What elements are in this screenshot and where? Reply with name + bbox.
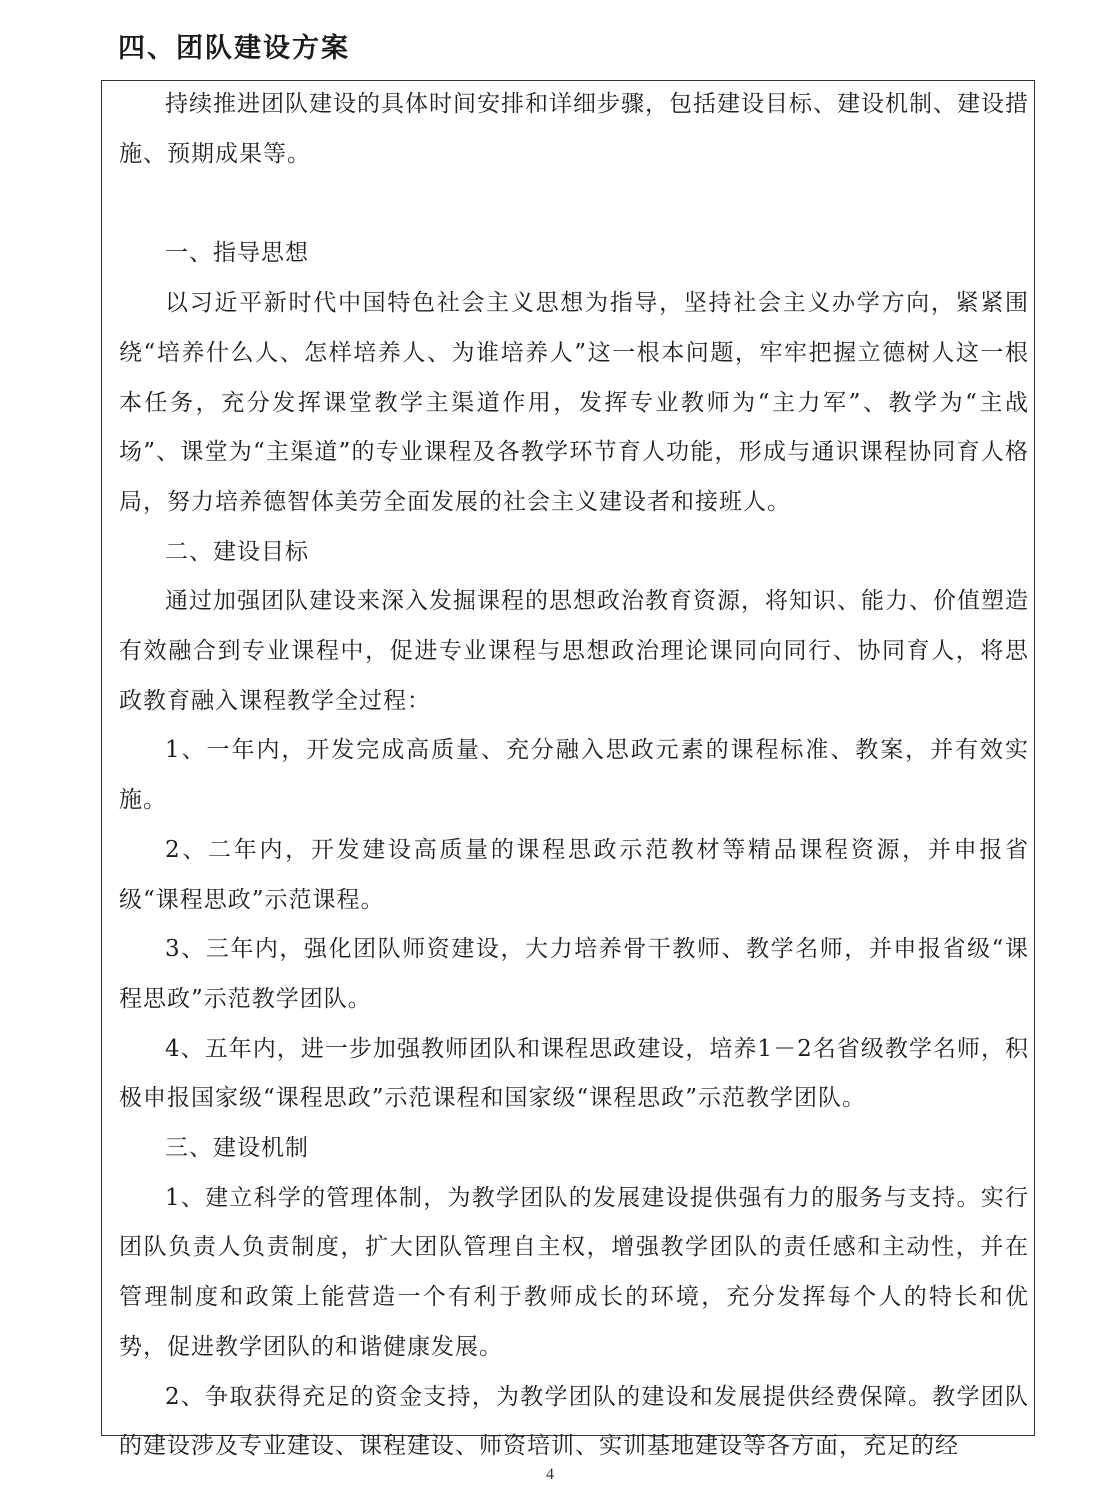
goals-item-3: 3、三年内，强化团队师资建设，大力培养骨干教师、教学名师，并申报省级“课程思政”示范教学团队。 bbox=[119, 936, 1029, 1012]
content-body bbox=[119, 80, 1029, 1472]
goals-paragraph-intro: 通过加强团队建设来深入发掘课程的思想政治教育资源，将知识、能力、价值塑造有效融合到专业课程中，促进专业课程与思想政治理论课同向同行、协同育人，将思政教育融入课程教学全过程： bbox=[119, 588, 1029, 714]
goals-item-4: 4、五年内，进一步加强教师团队和课程思政建设，培养1－2名省级教学名师，积极申报国家级“课程思政”示范课程和国家级“课程思政”示范教学团队。 bbox=[119, 1035, 1029, 1112]
page-number: 4 bbox=[546, 1466, 554, 1483]
goals-item-2: 2、二年内，开发建设高质量的课程思政示范教材等精品课程资源，并申报省级“课程思政”示范课程。 bbox=[119, 836, 1029, 913]
spacer bbox=[119, 179, 1029, 229]
section-title: 四、团队建设方案 bbox=[118, 33, 350, 64]
guiding-ideology-paragraph: 以习近平新时代中国特色社会主义思想为指导，坚持社会主义办学方向，紧紧围绕“培养什么人、怎样培养人、为谁培养人”这一根本问题，牢牢把握立德树人这一根本任务，充分发挥课堂教学主渠道作用，发挥专业教师为“主力军”、教学为“主战场”、课堂为“主渠道”的专业课程及各教学环节育人功能，形成与通识课程协同育人格局，努力培养德智体美劳全面发展的社会主义建设者和接班人。 bbox=[119, 290, 1029, 515]
heading-guiding-ideology: 一、指导思想 bbox=[165, 240, 309, 267]
heading-construction-mechanism: 三、建设机制 bbox=[165, 1135, 309, 1162]
intro-paragraph: 持续推进团队建设的具体时间安排和详细步骤，包括建设目标、建设机制、建设措施、预期成果等。 bbox=[119, 91, 1029, 167]
goals-item-1: 1、一年内，开发完成高质量、充分融入思政元素的课程标准、教案，并有效实施。 bbox=[119, 737, 1029, 814]
mechanism-item-1: 1、建立科学的管理体制，为教学团队的发展建设提供强有力的服务与支持。实行团队负责人负责制度，扩大团队管理自主权，增强教学团队的责任感和主动性，并在管理制度和政策上能营造一个有利于教师成长的环境，充分发挥每个人的特长和优势，促进教学团队的和谐健康发展。 bbox=[119, 1184, 1029, 1360]
heading-construction-goals: 二、建设目标 bbox=[165, 538, 309, 565]
mechanism-item-2: 2、争取获得充足的资金支持，为教学团队的建设和发展提供经费保障。教学团队的建设涉及专业建设、课程建设、师资培训、实训基地建设等各方面，充足的经 bbox=[119, 1383, 1029, 1460]
